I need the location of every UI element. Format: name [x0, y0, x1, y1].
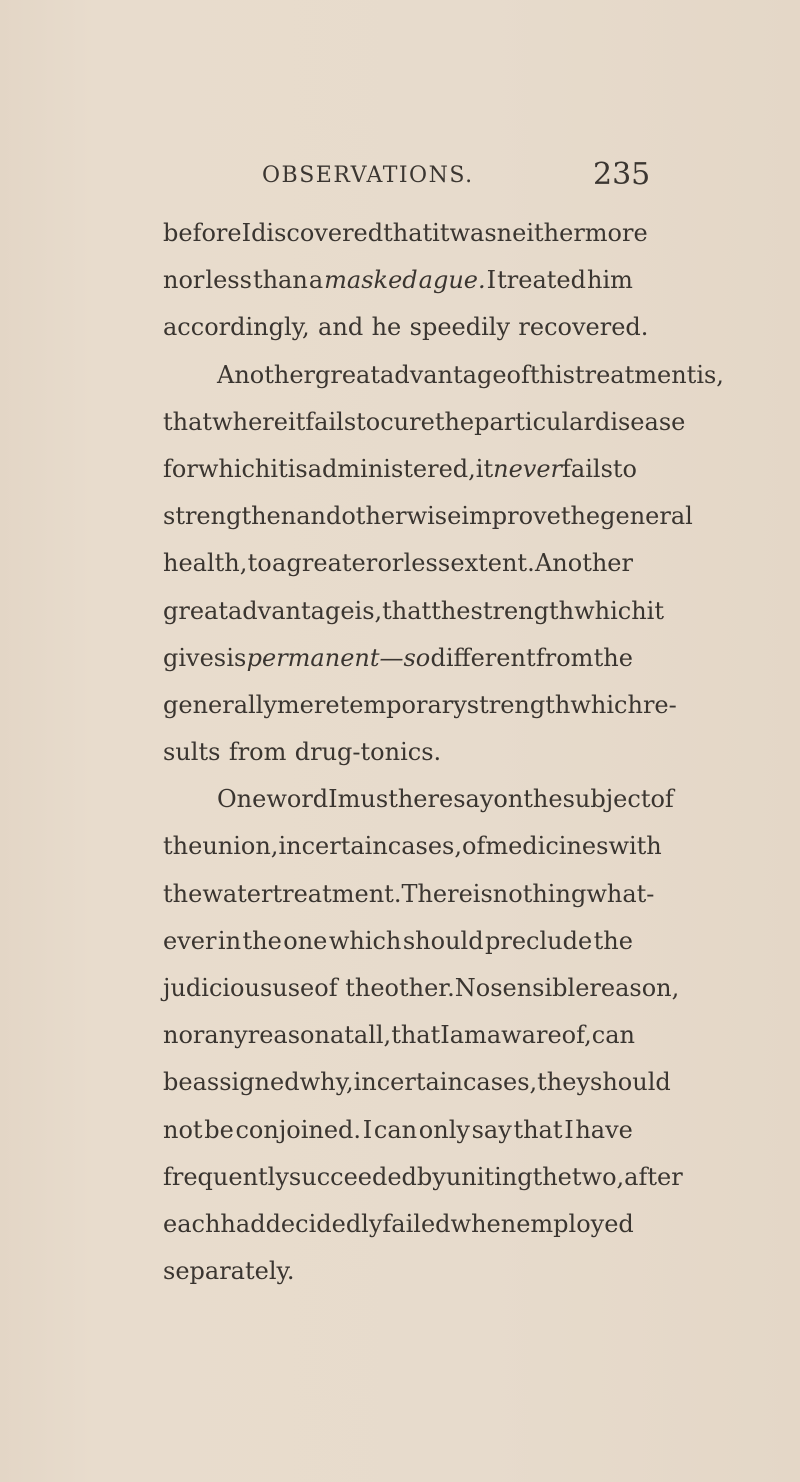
word: was	[449, 219, 497, 247]
word: that	[391, 1021, 441, 1050]
word: am	[449, 1021, 487, 1050]
word: I	[328, 785, 338, 814]
word: failed	[382, 1209, 451, 1238]
word: which	[570, 690, 643, 719]
text-line	[163, 682, 677, 729]
word: judicious	[163, 974, 273, 1002]
word: medicines	[485, 832, 609, 861]
page-number: 235	[593, 157, 651, 192]
word: strength	[466, 690, 571, 719]
word: it	[287, 407, 306, 436]
word: use	[272, 974, 315, 1002]
text-line	[163, 729, 633, 776]
word: generally	[163, 690, 277, 719]
word: gives	[163, 643, 227, 672]
word: I	[564, 1115, 574, 1144]
text-line	[163, 446, 637, 493]
word: which	[574, 596, 647, 625]
word: him	[587, 266, 633, 295]
word: is	[287, 454, 308, 483]
word: that	[513, 1115, 563, 1144]
word: treatment	[574, 360, 697, 389]
word: reason	[247, 1021, 330, 1050]
word: before	[163, 219, 242, 247]
word: extent.	[450, 549, 535, 578]
word: great	[315, 360, 381, 389]
word: I	[362, 1115, 373, 1144]
word: advantage	[228, 596, 355, 625]
word: separately.	[163, 1257, 295, 1286]
word: which	[328, 926, 402, 955]
word: great	[163, 596, 228, 625]
word: of	[506, 360, 530, 389]
word: on	[493, 785, 524, 814]
word: decidedly	[265, 1209, 383, 1238]
word: nothing	[492, 879, 587, 908]
word: the	[434, 407, 475, 436]
word: frequently	[163, 1162, 289, 1191]
word: can	[373, 1115, 418, 1144]
word: drug-tonics.	[294, 738, 442, 767]
word: word	[266, 785, 329, 814]
word: fails	[305, 407, 357, 436]
word: in	[217, 926, 242, 955]
word: strengthen	[163, 502, 297, 531]
word: temporary	[339, 690, 467, 719]
word: for	[163, 454, 198, 483]
word: a	[271, 549, 287, 578]
word: the	[523, 785, 563, 814]
word: preclude	[485, 926, 593, 955]
word: is	[472, 879, 493, 908]
running-head	[0, 157, 800, 197]
word: had	[220, 1209, 266, 1238]
word: the	[242, 926, 282, 955]
word: otherwise	[341, 502, 462, 531]
text-line	[163, 304, 649, 351]
word: this	[529, 360, 575, 389]
word: neither	[496, 219, 585, 247]
word: general	[600, 502, 693, 531]
word: from	[535, 643, 594, 672]
text-line	[163, 210, 648, 257]
word: one	[283, 926, 328, 955]
word: and	[296, 502, 342, 531]
text-line	[163, 1201, 633, 1248]
word: at	[329, 1021, 354, 1050]
word: sults	[163, 738, 221, 767]
text-line	[163, 635, 633, 682]
word: administered,	[307, 454, 476, 483]
word: I	[241, 219, 252, 247]
word: any	[204, 1021, 248, 1050]
word: should	[590, 1068, 671, 1097]
word: what-	[586, 879, 655, 908]
word: of	[462, 832, 486, 861]
word: disease	[594, 407, 686, 436]
word: of	[650, 785, 674, 814]
word: to	[247, 549, 272, 578]
word: particular	[474, 407, 595, 436]
word: reason,	[589, 974, 680, 1002]
word: No	[454, 974, 491, 1002]
word: less	[403, 549, 451, 578]
word: by	[416, 1162, 446, 1191]
text-line	[163, 1059, 671, 1106]
word: be	[163, 1068, 193, 1097]
word: say	[453, 785, 494, 814]
word: health,	[163, 549, 248, 578]
word: more	[584, 219, 648, 247]
text-line	[163, 871, 655, 918]
word: Another	[217, 360, 316, 389]
word: is,	[696, 360, 724, 389]
word: different	[430, 643, 536, 672]
word: union,	[202, 832, 279, 861]
word: that	[383, 219, 433, 247]
word: re-	[642, 690, 677, 719]
word: where	[212, 407, 288, 436]
word: the	[532, 1162, 572, 1191]
text-line	[163, 1107, 633, 1154]
word: conjoined.	[235, 1115, 362, 1144]
word: here	[397, 785, 454, 814]
word: can	[591, 1021, 635, 1050]
word: uniting	[445, 1162, 533, 1191]
word: and	[318, 313, 364, 342]
word: of,	[561, 1021, 592, 1050]
word: certain	[376, 1068, 463, 1097]
word: succeeded	[288, 1162, 417, 1191]
word: of the	[314, 974, 385, 1002]
text-line	[163, 399, 686, 446]
word: to	[356, 407, 381, 436]
word: Another	[534, 549, 633, 578]
word: which	[197, 454, 271, 483]
word: is	[226, 643, 247, 672]
text-line	[163, 352, 724, 399]
word: after	[624, 1162, 683, 1191]
word: certain	[301, 832, 388, 861]
word: the	[163, 879, 203, 908]
text-line	[163, 493, 693, 540]
text-line	[163, 823, 662, 870]
word: why,	[299, 1068, 354, 1097]
word: greater	[286, 549, 378, 578]
word: only	[418, 1115, 470, 1144]
word: I	[486, 266, 497, 295]
word: the	[431, 596, 471, 625]
word: each	[163, 1209, 221, 1238]
text-line	[163, 588, 664, 635]
word: advantage	[380, 360, 507, 389]
word: sensible	[490, 974, 590, 1002]
word: improve	[461, 502, 561, 531]
word: less	[205, 266, 252, 295]
word: say	[471, 1115, 512, 1144]
word: have	[575, 1115, 633, 1144]
text-line	[163, 776, 674, 823]
word: strength	[470, 596, 575, 625]
text-line	[163, 1248, 633, 1295]
word: cases,	[462, 1068, 538, 1097]
word: cases,	[387, 832, 462, 861]
word: two,	[571, 1162, 625, 1191]
word: the	[560, 502, 601, 531]
word: never	[493, 454, 563, 483]
word: discovered	[251, 219, 384, 247]
word: recovered.	[518, 313, 649, 342]
word: when	[450, 1209, 517, 1238]
word: ever	[163, 926, 217, 955]
word: speedily	[409, 313, 510, 342]
word: other.	[384, 974, 455, 1002]
word: from	[228, 738, 287, 767]
word: it	[270, 454, 288, 483]
text-line	[163, 965, 680, 1012]
word: water	[202, 879, 273, 908]
word: the	[593, 643, 633, 672]
word: not	[163, 1115, 203, 1144]
word: I	[440, 1021, 450, 1050]
word: cure	[380, 407, 435, 436]
word: is,	[354, 596, 383, 625]
word: aware	[486, 1021, 562, 1050]
word: fails	[562, 454, 613, 483]
word: permanent—so	[246, 643, 431, 672]
word: employed	[516, 1209, 634, 1238]
word: accordingly,	[163, 313, 310, 342]
word: treatment.	[272, 879, 402, 908]
word: a	[308, 266, 324, 295]
word: subject	[562, 785, 651, 814]
word: in	[353, 1068, 377, 1097]
text-line	[163, 1154, 683, 1201]
word: it	[646, 596, 664, 625]
body-text	[163, 210, 724, 1295]
word: One	[217, 785, 267, 814]
word: it	[475, 454, 494, 483]
word: they	[537, 1068, 591, 1097]
word: There	[401, 879, 473, 908]
word: nor	[163, 1021, 205, 1050]
word: must	[337, 785, 398, 814]
word: in	[278, 832, 302, 861]
word: with	[608, 832, 662, 861]
word: the	[593, 926, 633, 955]
word: treated	[497, 266, 586, 295]
word: ague.	[418, 266, 486, 295]
word: that	[382, 596, 432, 625]
word: to	[612, 454, 637, 483]
word: should	[402, 926, 484, 955]
word: that	[163, 407, 213, 436]
word: all,	[353, 1021, 392, 1050]
text-line	[163, 1012, 633, 1059]
text-line	[163, 918, 633, 965]
word: nor	[163, 266, 205, 295]
word: assigned	[192, 1068, 300, 1097]
word: or	[377, 549, 404, 578]
word: mere	[276, 690, 340, 719]
word: than	[252, 266, 308, 295]
word: the	[163, 832, 203, 861]
text-line	[163, 540, 633, 587]
word: it	[432, 219, 450, 247]
word: masked	[324, 266, 418, 295]
running-head-title: OBSERVATIONS.	[262, 163, 474, 188]
word: be	[204, 1115, 234, 1144]
word: he	[371, 313, 402, 342]
text-line	[163, 257, 633, 304]
